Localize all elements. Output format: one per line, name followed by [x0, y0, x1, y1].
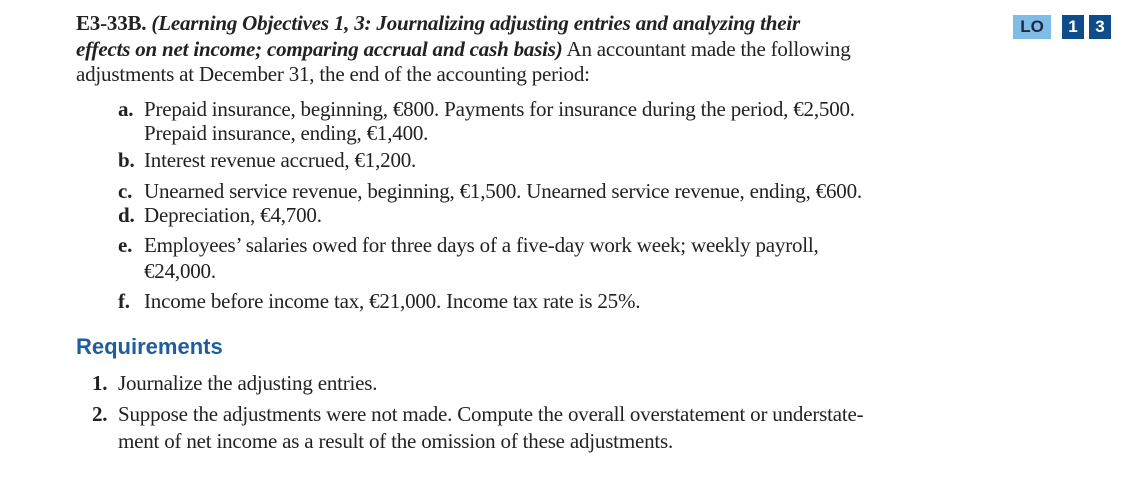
requirement-item-cont: ment of net income as a result of the omission of these adjustments.: [118, 429, 674, 453]
lo-number: 1: [1062, 15, 1084, 39]
list-item: c. Unearned service revenue, beginning, €1,500. Unearned service revenue, ending, €600.: [118, 179, 862, 203]
list-item-cont: €24,000.: [144, 259, 216, 283]
list-item: a. Prepaid insurance, beginning, €800. Payments for insurance during the period, €2,500.: [118, 97, 855, 121]
list-item: b. Interest revenue accrued, €1,200.: [118, 148, 417, 172]
list-item: d. Depreciation, €4,700.: [118, 203, 322, 227]
requirement-item: 1. Journalize the adjusting entries.: [92, 371, 378, 395]
requirements-heading: Requirements: [76, 334, 223, 359]
list-item-cont: Prepaid insurance, ending, €1,400.: [144, 121, 429, 145]
list-item: f. Income before income tax, €21,000. Income tax rate is 25%.: [118, 289, 641, 313]
requirement-item: 2. Suppose the adjustments were not made. Compute the overall overstatement or understate-: [92, 402, 864, 426]
lo-number: 3: [1089, 15, 1111, 39]
learning-objectives: (Learning Objectives 1, 3: Journalizing adjusting entries and analyzing their: [151, 11, 800, 35]
exercise-id: E3-33B.: [76, 11, 147, 35]
intro-text: An accountant made the following: [566, 37, 851, 61]
intro-text-cont: adjustments at December 31, the end of the accounting period:: [76, 62, 590, 86]
learning-objectives-cont: effects on net income; comparing accrual and cash basis): [76, 37, 563, 61]
lo-label: LO: [1013, 15, 1051, 39]
list-item: e. Employees’ salaries owed for three days of a five-day work week; weekly payroll,: [118, 233, 819, 257]
